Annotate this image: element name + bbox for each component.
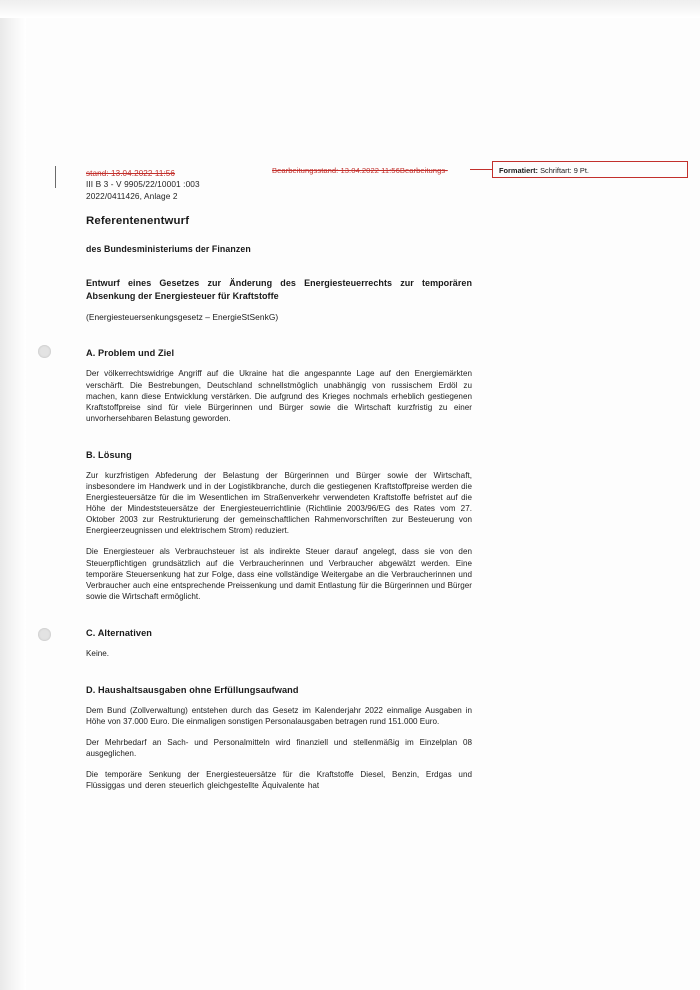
file-reference-line-2: 2022/0411426, Anlage 2 — [86, 190, 178, 201]
section-c-paragraph-1: Keine. — [86, 648, 110, 658]
law-title: Entwurf eines Gesetzes zur Änderung des Energiesteuerrechts zur temporären Absenkung der Energiesteuer für Kraftstoffe — [86, 278, 472, 302]
page-top-shadow — [0, 0, 700, 18]
section-d-paragraph-3: Die temporäre Senkung der Energiesteuersätze für die Kraftstoffe Diesel, Benzin, Erdgas und Flüssiggas und deren steuerlich gleichgestellte Äquivalente hat — [86, 770, 472, 791]
section-d-paragraph-1: Dem Bund (Zollverwaltung) entstehen durch das Gesetz im Kalenderjahr 2022 einmalige Ausgaben in Höhe von 37.000 Euro. Die einmaligen sonstigen Personalausgaben betragen rund 151.000 Euro. — [86, 706, 472, 727]
punch-hole-icon — [38, 345, 51, 358]
change-bar — [55, 166, 56, 188]
document-subtitle: des Bundesministeriums der Finanzen — [86, 244, 251, 254]
punch-hole-icon — [38, 628, 51, 641]
document-body — [86, 168, 472, 792]
comment-balloon[interactable] — [492, 161, 688, 178]
page-title: Referentenentwurf — [86, 215, 190, 227]
section-b-paragraph-2: Die Energiesteuer als Verbrauchsteuer ist als indirekte Steuer darauf angelegt, dass sie von den Steuerpflichtigen grundsätzlich auf die Verbraucherinnen und Verbraucher abgewälzt werden. Eine temporäre Steuersenkung hat zur Folge, dass eine vollständige Weitergabe an die Verbraucherinnen und Verbraucher auch eine entsprechende Preissenkung und damit Entlastung für die Bürgerinnen und Bürger sowie die Wirtschaft ermöglicht. — [86, 547, 472, 601]
page-edge-shadow — [0, 0, 26, 990]
revision-stamp: stand: 13.04.2022 11:56 — [86, 169, 176, 178]
section-heading-a: A. Problem und Ziel — [86, 348, 175, 359]
comment-balloon-text — [493, 162, 687, 175]
section-b-paragraph-1: Zur kurzfristigen Abfederung der Belastung der Bürgerinnen und Bürger sowie der Wirtschaft, insbesondere im Handwerk und in der Logistikbranche, durch die gestiegenen Kraftstoffpreise werden die Energiesteuersätze für die im Wesentlichen im Straßenverkehr verwendeten Kraftstoffe befristet auf die Höhe der Mindeststeuersätze der Energiesteuerrichtlinie (Richtlinie 2003/96/EG des Rates vom 27. Oktober 2003 zur Restrukturierung der gemeinschaftlichen Rahmenvorschriften zur Besteuerung von Energieerzeugnissen und elektrischem Strom) reduziert. — [86, 470, 472, 536]
comment-leader-line — [470, 169, 492, 170]
section-heading-c: C. Alternativen — [86, 627, 152, 638]
law-short-title: (Energiesteuersenkungsgesetz – EnergieStSenkG) — [86, 312, 279, 323]
section-heading-d: D. Haushaltsausgaben ohne Erfüllungsaufwand — [86, 685, 299, 695]
comment-label: Formatiert: — [499, 166, 539, 175]
section-d-paragraph-2: Der Mehrbedarf an Sach- und Personalmitteln wird finanziell und stellenmäßig im Einzelplan 08 ausgeglichen. — [86, 738, 472, 759]
revision-status-annotation: Bearbeitungsstand: 13.04.2022 11:56Bearbeitungs- — [272, 166, 448, 175]
comment-value: Schriftart: 9 Pt. — [538, 166, 589, 175]
section-a-paragraph-1: Der völkerrechtswidrige Angriff auf die Ukraine hat die angespannte Lage auf den Energiemärkten verschärft. Die Bestrebungen, Deutschland schnellstmöglich unabhängig von russischem Erdöl zu machen, kann diese Entwicklung verstärken. Die aufgrund des Krieges nochmals erheblich gestiegenen Kraftstoffpreise sind für viele Bürgerinnen und Bürger sowie die Wirtschaft kurzfristig zu einer unvorhersehbaren Belastung geworden. — [86, 369, 472, 423]
file-reference-line-1: III B 3 - V 9905/22/10001 :003 — [86, 179, 200, 189]
section-heading-b: B. Lösung — [86, 449, 132, 460]
